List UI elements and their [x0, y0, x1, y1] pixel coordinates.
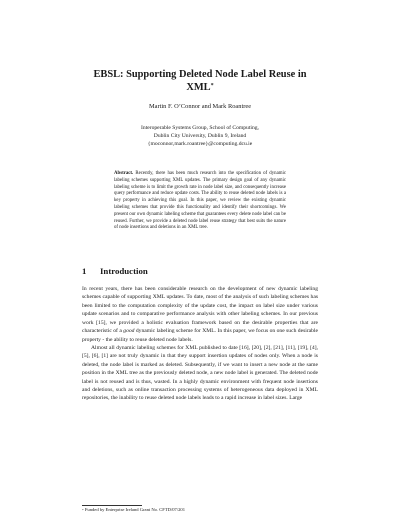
paragraph-text: dynamic labeling scheme for XML. In this paper, we focus on one such desirable property - the ability to reuse deleted node labels. [82, 328, 319, 343]
footnote [82, 507, 318, 513]
footnote-text: Funded by Enterprise Ireland Grant No. CFTD/07/201 [84, 507, 186, 512]
author-names: Martin F. O’Connor and Mark Roantree [148, 103, 252, 110]
title-footnote-marker: * [210, 83, 214, 89]
affiliation-line: Interoperable Systems Group, School of Computing, [141, 125, 259, 131]
emphasis-text: good [123, 328, 135, 335]
section-heading [82, 266, 148, 276]
paragraph: Almost all dynamic labeling schemes for XML published to date [16], [20], [2], [21], [11], [19], [4], [5], [6], [1] are not truly dynamic in that they support insertion updates of nodes only. When a node is deleted, the node label is marked as deleted. Subsequently, if we want to insert a new node at the same position in the XML tree as the previously deleted node, a new node label is generated. The deleted node label is not reused and is thus, wasted. In a highly dynamic environment with frequent node insertions and deletions, such as online transaction processing systems of heterogeneous data deployed in XML repositories, the inability to reuse deleted node labels leads to a rapid increase in label sizes. Large [82, 344, 318, 402]
section-title: Introduction [100, 266, 148, 276]
paragraph [82, 285, 318, 344]
affiliation [60, 124, 340, 148]
paper-title [60, 68, 340, 94]
body-text [82, 285, 318, 403]
paragraph-text: In recent years, there has been considerable research on the development of new dynamic labeling schemes capable of supporting XML updates. To date, most of the analysis of such labeling schemes has been limited to the computation complexity of the update cost, the impact on label size under various update scenarios and to comparative performance analysis with other labeling schemes. In our previous work [15], we provided a holistic evaluation framework based on the desirable properties that are characteristic of a [82, 286, 318, 335]
title-line-2: XML [186, 82, 211, 93]
title-line-1: EBSL: Supporting Deleted Node Label Reuse in [93, 69, 307, 80]
affiliation-line: Dublin City University, Dublin 9, Ireland [153, 133, 247, 140]
section-number: 1 [82, 266, 87, 276]
abstract-text: Recently, there has been much research into the specification of dynamic labeling schemes supporting XML updates. The primary design goal of any dynamic labeling scheme is to limit the growth rate in node label size, and consequently increase query performance and reduce update costs. The ability to reuse deleted node labels is a key property in achieving this goal. In this paper, we review the existing dynamic labeling schemes that provide this functionality and identify their shortcomings. We present our own dynamic labeling scheme that guarantees every delete node label can be reused. Further, we provide a deleted node label reuse strategy that best suits the nature of node insertions and deletions in an XML tree. [114, 171, 286, 231]
footnote-marker: * [82, 508, 84, 512]
author-emails: {moconnor,mark.roantree}@computing.dcu.ie [147, 141, 253, 148]
abstract [114, 171, 286, 232]
abstract-label: Abstract. [114, 171, 134, 176]
footnote-rule [82, 505, 142, 506]
